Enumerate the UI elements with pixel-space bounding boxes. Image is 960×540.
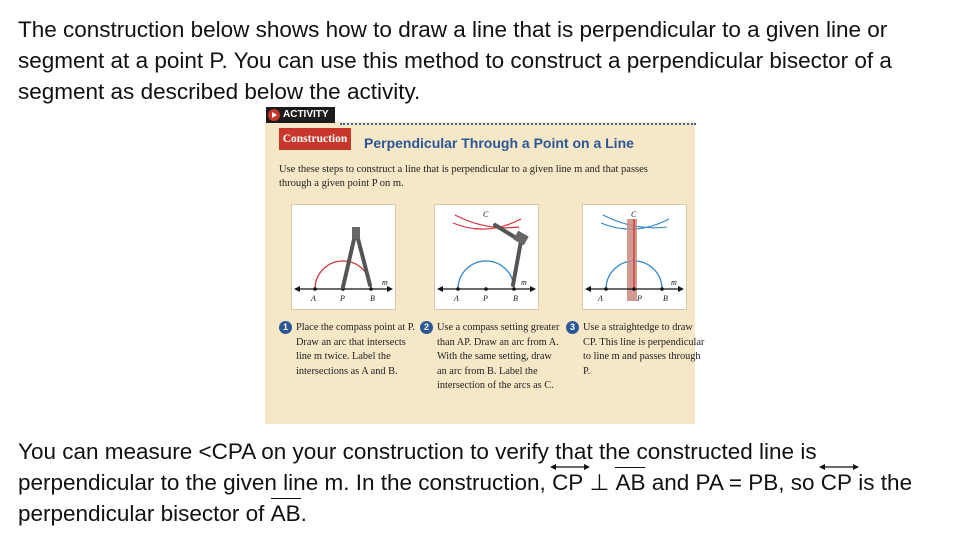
intro-paragraph: The construction below shows how to draw a line that is perpendicular to a given line or segment at a point P. You can use this method to construct a perpendicular bisector of a segment as described below the activity. <box>18 17 892 104</box>
activity-badge <box>266 107 335 123</box>
step-1 <box>282 321 420 379</box>
double-arrow-icon <box>819 463 859 471</box>
label-a: A <box>311 294 316 303</box>
step-number: 2 <box>420 321 433 334</box>
overbar <box>271 498 301 499</box>
label-a: A <box>598 294 603 303</box>
diagram-step-2 <box>434 204 539 310</box>
step-text: Place the compass point at P. Draw an arc that intersects line m twice. Label the intersections as A and B. <box>296 322 415 377</box>
label-b: B <box>513 294 518 303</box>
step-text: Use a straightedge to draw CP. This line is perpendicular to line m and passes through P. <box>583 322 705 377</box>
overbar <box>615 467 645 468</box>
activity-intro: Use these steps to construct a line that is perpendicular to a given line m and that passes through a given point P on m. <box>279 164 648 189</box>
label-a: A <box>454 294 459 303</box>
outro-text-3: is the perpendicular bisector of <box>18 470 913 526</box>
step-number: 1 <box>279 321 292 334</box>
label-m: m <box>671 278 677 287</box>
label-c: C <box>631 210 637 219</box>
step-text: Use a compass setting greater than AP. Draw an arc from A. With the same setting, draw an arc from B. Label the intersection of the arcs as C. <box>437 322 560 392</box>
activity-badge-label: ACTIVITY <box>283 109 329 120</box>
label-b: B <box>370 294 375 303</box>
play-icon <box>268 109 280 121</box>
diagram-step-1 <box>291 204 396 310</box>
double-arrow-icon <box>550 463 590 471</box>
label-b: B <box>663 294 668 303</box>
diagram-step-3 <box>582 204 687 310</box>
outro-text-1: You can measure <CPA on your construction to verify that the constructed line is perpendicular to the given line m. In the construction, <box>18 439 817 495</box>
step-2 <box>423 321 561 394</box>
label-m: m <box>521 278 527 287</box>
label-c: C <box>483 210 489 219</box>
label-p: P <box>340 294 345 303</box>
label-p: P <box>637 294 642 303</box>
label-p: P <box>483 294 488 303</box>
segment-ab-2: AB <box>271 498 301 529</box>
line-cp: CP <box>552 467 583 498</box>
line-cp-2: CP <box>821 467 852 498</box>
step-number: 3 <box>566 321 579 334</box>
step-3 <box>569 321 707 379</box>
period: . <box>300 501 307 526</box>
construction-tag: Construction <box>279 128 351 150</box>
outro-paragraph <box>18 436 948 529</box>
outro-text-2: and PA = PB, so <box>645 470 821 495</box>
label-m: m <box>382 278 388 287</box>
segment-ab: AB <box>615 467 645 498</box>
perp-symbol: ⊥ <box>583 470 616 495</box>
dotted-divider <box>340 123 696 125</box>
activity-title: Perpendicular Through a Point on a Line <box>364 135 634 151</box>
